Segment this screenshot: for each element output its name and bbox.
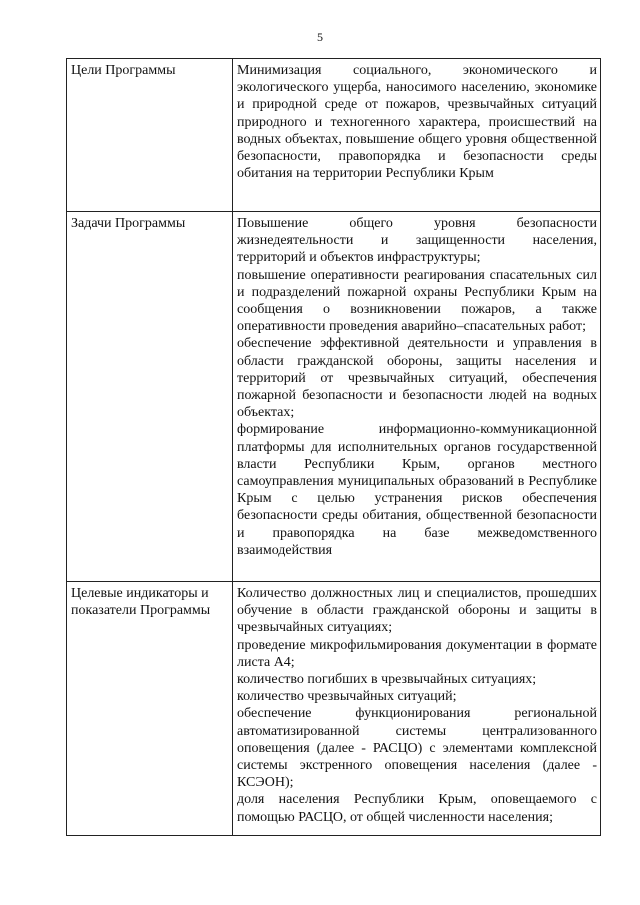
tasks-paragraph-4: формирование информационно-коммуникационной платформы для исполнительных органов государственной власти Республики Крым, органов местного самоуправления муниципальных образований в Республике Крым с целью устранения рисков обеспечения безопасности среды обитания, общественной безопасности и правопорядка на базе межведомственного взаимодействия <box>237 422 597 558</box>
row-label-indicators: Целевые индикаторы и показатели Программы <box>67 582 233 836</box>
indicators-paragraph-4: количество чрезвычайных ситуаций; <box>237 689 457 705</box>
indicators-paragraph-5: обеспечение функционирования региональной автоматизированной системы централизованного оповещения (далее - РАСЦО) с элементами комплексной системы экстренного оповещения населения (далее - КСЭОН); <box>237 706 597 791</box>
page-number: 5 <box>317 30 323 44</box>
tasks-paragraph-3: обеспечение эффективной деятельности и управления в области гражданской обороны, защиты населения и территорий от чрезвычайных ситуаций, обеспечения пожарной безопасности и безопасности людей на водных объектах; <box>237 336 597 421</box>
row-label-tasks: Задачи Программы <box>67 212 233 582</box>
indicators-paragraph-6: доля населения Республики Крым, оповещаемого с помощью РАСЦО, от общей численности населения; <box>237 792 597 825</box>
table-row-indicators <box>67 582 601 836</box>
indicators-paragraph-2: проведение микрофильмирования документации в формате листа А4; <box>237 637 597 670</box>
indicators-paragraph-3: количество погибших в чрезвычайных ситуациях; <box>237 672 537 688</box>
indicators-paragraph-1: Количество должностных лиц и специалистов, прошедших обучение в области гражданской обороны и защиты в чрезвычайных ситуациях; <box>237 586 597 636</box>
tasks-paragraph-1: Повышение общего уровня безопасности жизнедеятельности и защищенности населения, территорий и объектов инфраструктуры; <box>237 216 597 266</box>
row-value-goals <box>233 59 601 212</box>
table-row-goals <box>67 59 601 212</box>
tasks-paragraph-2: повышение оперативности реагирования спасательных сил и подразделений пожарной охраны Республики Крым на сообщения о возникновении пожаров, а также оперативности проведения аварийно–спасательных работ; <box>237 267 597 335</box>
row-value-tasks <box>233 212 601 582</box>
row-label-goals: Цели Программы <box>67 59 233 212</box>
row-value-indicators <box>233 582 601 836</box>
goals-paragraph: Минимизация социального, экономического и экологического ущерба, наносимого населению, экономике и природной среде от пожаров, чрезвычайных ситуаций природного и техногенного характера, происшествий на водных объектах, повышение общего уровня общественной безопасности, правопорядка и безопасности среды обитания на территории Республики Крым <box>237 63 597 182</box>
program-passport-table <box>66 58 601 836</box>
table-row-tasks <box>67 212 601 582</box>
